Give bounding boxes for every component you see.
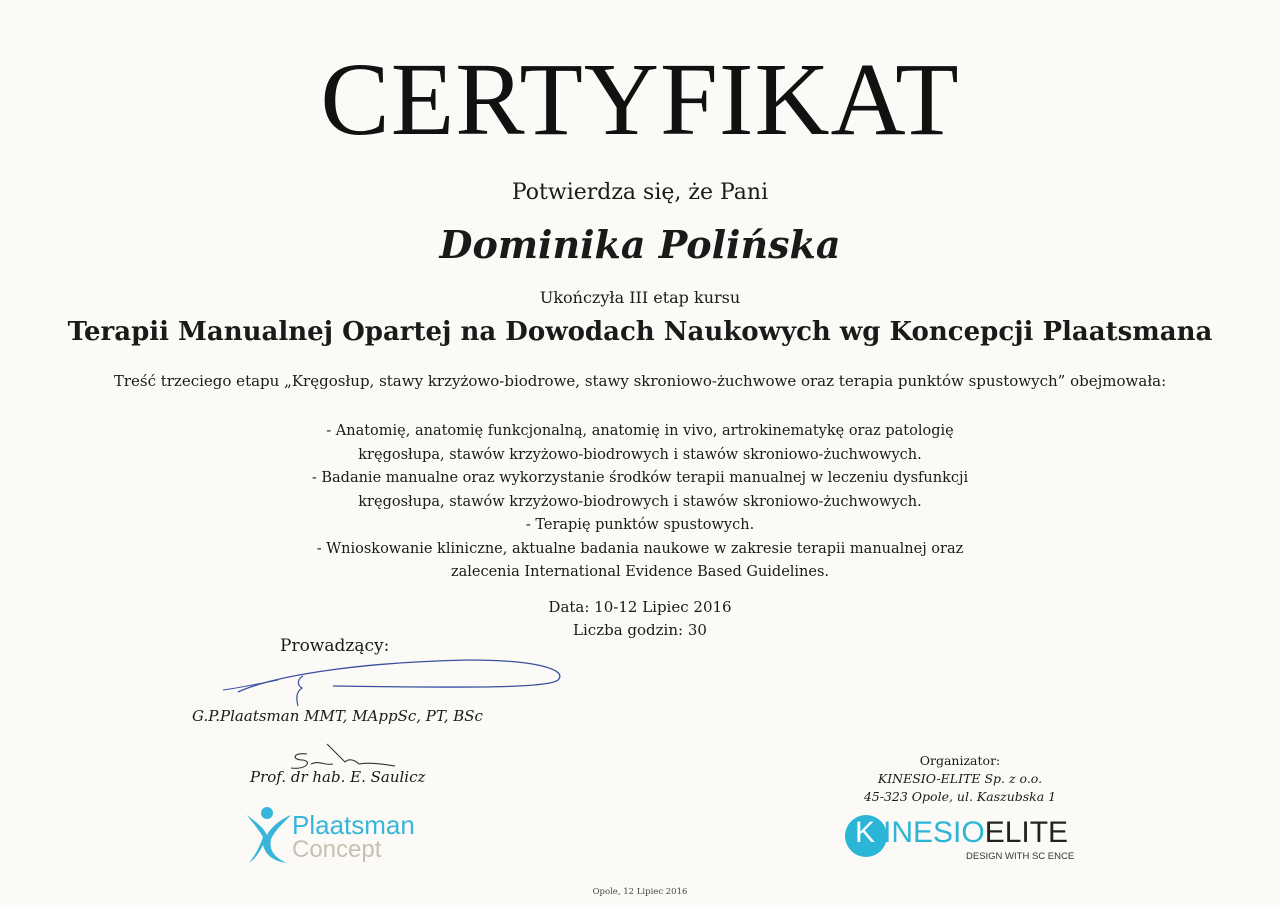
- plaatsman-logo-subtext: Concept: [292, 836, 382, 863]
- topic-line: kręgosłupa, stawów krzyżowo-biodrowych i stawów skroniowo-żuchwowych.: [358, 446, 922, 463]
- kinesio-logo-inesio: INESIO: [883, 816, 985, 849]
- topic-line: - Wnioskowanie kliniczne, aktualne badania naukowe w zakresie terapii manualnej oraz: [316, 540, 964, 557]
- kinesio-tagline: DESIGN WITH SC ENCE: [966, 851, 1075, 862]
- date-block: [0, 596, 1280, 642]
- course-name: Terapii Manualnej Opartej na Dowodach Naukowych wg Koncepcji Plaatsmana: [67, 317, 1213, 347]
- plaatsman-logo-text: Plaatsman: [292, 810, 415, 840]
- leader-saulicz: Prof. dr hab. E. Saulicz: [250, 768, 426, 786]
- recipient-name: Dominika Polińska: [439, 222, 841, 267]
- organizer-address: 45-323 Opole, ul. Kaszubska 1: [863, 789, 1057, 804]
- topic-line: - Badanie manualne oraz wykorzystanie środków terapii manualnej w leczeniu dysfunkcji: [311, 470, 969, 486]
- leader-plaatsman: G.P.Plaatsman MMT, MAppSc, PT, BSc: [192, 707, 483, 725]
- course-hours: Liczba godzin: 30: [573, 621, 707, 639]
- leaders-label: Prowadzący:: [280, 636, 390, 656]
- topics-list: [0, 420, 1280, 585]
- course-date: Data: 10-12 Lipiec 2016: [548, 598, 732, 616]
- organizer-label: Organizator:: [919, 753, 1001, 768]
- footer-place-date: Opole, 12 Lipiec 2016: [592, 887, 688, 897]
- topic-line: - Terapię punktów spustowych.: [525, 517, 755, 533]
- completed-stage: Ukończyła III etap kursu: [539, 288, 741, 307]
- confirmation-text: Potwierdza się, że Pani: [511, 180, 769, 205]
- kinesio-logo-k: K: [855, 816, 876, 849]
- topic-line: kręgosłupa, stawów krzyżowo-biodrowych i stawów skroniowo-żuchwowych.: [358, 493, 922, 510]
- certificate-title: CERTYFIKAT: [320, 42, 960, 157]
- kinesio-logo-elite: ELITE: [984, 816, 1069, 849]
- kinesio-logo-text: [883, 818, 1068, 848]
- topic-line: - Anatomię, anatomię funkcjonalną, anatomię in vivo, artrokinematykę oraz patologię: [326, 423, 954, 439]
- topic-line: zalecenia International Evidence Based Guidelines.: [450, 564, 830, 580]
- content-intro: Treść trzeciego etapu „Kręgosłup, stawy krzyżowo-biodrowe, stawy skroniowo-żuchwowe oraz terapia punktów spustowych” obejmowała:: [113, 372, 1167, 390]
- signature-plaatsman: [218, 652, 568, 712]
- organizer-block: [850, 752, 1070, 806]
- organizer-company: KINESIO-ELITE Sp. z o.o.: [877, 771, 1043, 786]
